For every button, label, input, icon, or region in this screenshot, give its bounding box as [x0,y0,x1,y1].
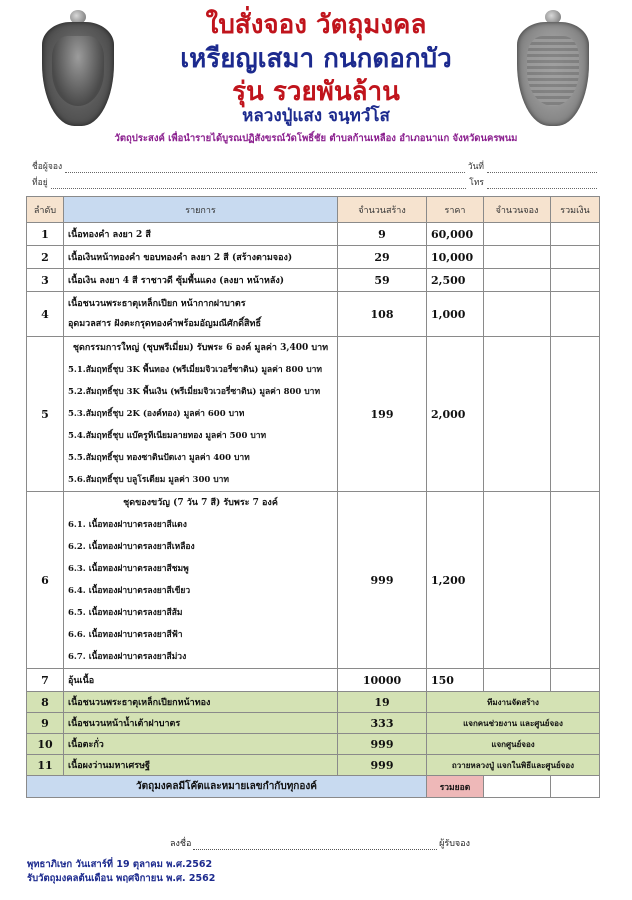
table-row [27,246,600,269]
row-no: 8 [27,692,64,713]
table-footer-row [27,776,600,798]
row-booked-input[interactable] [484,492,551,669]
title-line-1: ใบสั่งจอง วัตถุมงคล [205,10,427,40]
table-row [27,269,600,292]
row-item-line-1: เนื้อชนวนพระธาตุเหล็กเปียก หน้ากากฝาบาตร [68,299,246,309]
phone-field[interactable] [487,180,597,189]
phone-label: โทร [469,178,484,188]
row-total-input[interactable] [551,669,600,692]
table-row [27,669,600,692]
row-no: 11 [27,755,64,776]
table-row [27,292,600,337]
header-total: รวมเงิน [551,197,600,223]
header [0,0,632,150]
set-sub-item: 6.7. เนื้อทองฝาบาตรลงยาสีม่วง [68,652,187,662]
row-no: 7 [27,669,64,692]
header-qty-made: จำนวนสร้าง [338,197,427,223]
row-price: 10,000 [427,246,484,269]
row-qty: 108 [338,292,427,337]
address-label: ที่อยู่ [32,178,48,188]
row-no: 6 [27,492,64,669]
row-booked-input[interactable] [484,337,551,492]
signature-prefix: ลงชื่อ [170,839,192,849]
row-total-input[interactable] [551,492,600,669]
set-sub-item: 5.5.สัมฤทธิ์ชุบ ทองซาตินปัดเงา มูลค่า 400 บาท [68,453,250,463]
row-qty: 999 [338,755,427,776]
row-booked-input[interactable] [484,269,551,292]
set-sub-item: 6.6. เนื้อทองฝาบาตรลงยาสีฟ้า [68,630,183,640]
monk-name: หลวงปู่แสง จนฺทวํโส [242,106,390,126]
pickup-date: รับวัตถุมงคลต้นเดือน พฤศจิกายน พ.ศ. 2562 [27,873,216,884]
row-qty: 29 [338,246,427,269]
row-item: เนื้อชนวนพระธาตุเหล็กเปียกหน้าทอง [64,692,338,713]
booking-fields [32,157,600,189]
row-booked-input[interactable] [484,669,551,692]
table-row [27,337,600,492]
row-item [64,492,338,669]
row-item: เนื้อตะกั่ว [64,734,338,755]
row-total-input[interactable] [551,337,600,492]
set-sub-item: 5.4.สัมฤทธิ์ชุบ แบ๊ครูทีเนียมลายทอง มูลค่า 500 บาท [68,431,267,441]
row-item: เนื้อผงว่านมหาเศรษฐี [64,755,338,776]
row-item: เนื้อทองคำ ลงยา 2 สี [64,223,338,246]
row-qty: 999 [338,492,427,669]
row-qty: 999 [338,734,427,755]
table-row-reserved [27,755,600,776]
row-no: 1 [27,223,64,246]
header-no: ลำดับ [27,197,64,223]
row-price: 1,000 [427,292,484,337]
row-item-line-2: อุดมวลสาร ฝังตะกรุดทองคำพร้อมอัญมณีศักดิ์สิทธิ์ [68,319,261,329]
row-no: 2 [27,246,64,269]
row-booked-input[interactable] [484,292,551,337]
set-sub-item: 6.3. เนื้อทองฝาบาตรลงยาสีชมพู [68,564,189,574]
row-qty: 19 [338,692,427,713]
row-qty: 9 [338,223,427,246]
row-item: อุ้นเนื้อ [64,669,338,692]
table-row-reserved [27,692,600,713]
purpose-text: วัตถุประสงค์ เพื่อนำรายได้บูรณปฏิสังขรณ์วัดโพธิ์ชัย ตำบลก้านเหลือง อำเภอนาแก จังหวัดนครพนม [114,133,518,144]
row-item: เนื้อเงิน ลงยา 4 สี ราชาวดี ซุ้มพื้นแดง (ลงยา หน้าหลัง) [64,269,338,292]
code-note: วัตถุมงคลมีโค๊ตและหมายเลขกำกับทุกองค์ [27,776,427,798]
set-sub-item: 5.3.สัมฤทธิ์ชุบ 2K (องค์ทอง) มูลค่า 600 บาท [68,409,245,419]
address-field[interactable] [51,180,467,189]
address-phone-row [32,173,600,189]
grand-total-label: รวมยอด [427,776,484,798]
table-header-row [27,197,600,223]
title-line-2: เหรียญเสมา กนกดอกบัว [180,44,452,74]
row-no: 5 [27,337,64,492]
set-heading: ชุดกรรมการใหญ่ (ชุบพรีเมี่ยม) รับพระ 6 องค์ มูลค่า 3,400 บาท [72,343,329,353]
row-qty: 199 [338,337,427,492]
grand-total-qty-input[interactable] [484,776,551,798]
set-sub-item: 6.2. เนื้อทองฝาบาตรลงยาสีเหลือง [68,542,195,552]
set-heading: ชุดของขวัญ (7 วัน 7 สี) รับพระ 7 องค์ [123,498,278,508]
header-price: ราคา [427,197,484,223]
row-price: 150 [427,669,484,692]
signature-field[interactable] [193,841,437,850]
set-sub-item: 5.2.สัมฤทธิ์ชุบ 3K พื้นเงิน (พรีเมี่ยมจิวเวอรี่ซาติน) มูลค่า 800 บาท [68,387,321,397]
row-no: 10 [27,734,64,755]
row-total-input[interactable] [551,292,600,337]
name-label: ชื่อผู้จอง [32,162,63,172]
signature-suffix: ผู้รับจอง [439,839,470,849]
row-no: 4 [27,292,64,337]
row-booked-input[interactable] [484,223,551,246]
table-row [27,223,600,246]
name-date-row [32,157,600,173]
consecration-date: พุทธาภิเษก วันเสาร์ที่ 19 ตุลาคม พ.ศ.2562 [27,859,213,870]
set-sub-item: 5.1.สัมฤทธิ์ชุบ 3K พื้นทอง (พรีเมี่ยมจิวเวอรี่ซาติน) มูลค่า 800 บาท [68,365,323,375]
row-note: ถวายหลวงปู่ แจกในพิธีและศูนย์จอง [427,755,600,776]
row-note: แจกคนช่วยงาน และศูนย์จอง [427,713,600,734]
set-sub-item: 6.5. เนื้อทองฝาบาตรลงยาสีส้ม [68,608,183,618]
table-row-reserved [27,713,600,734]
row-total-input[interactable] [551,269,600,292]
row-total-input[interactable] [551,223,600,246]
row-price: 2,500 [427,269,484,292]
row-item [64,292,338,337]
row-item: เนื้อชนวนหน้าน้ำเต้าฝาบาตร [64,713,338,734]
order-table [26,196,600,798]
row-booked-input[interactable] [484,246,551,269]
table-row-reserved [27,734,600,755]
name-field[interactable] [65,164,465,173]
set-sub-item: 6.4. เนื้อทองฝาบาตรลงยาสีเขียว [68,586,191,596]
row-no: 3 [27,269,64,292]
row-total-input[interactable] [551,246,600,269]
row-price: 1,200 [427,492,484,669]
title-line-3: รุ่น รวยพันล้าน [232,77,400,107]
row-price: 60,000 [427,223,484,246]
signature-line [170,836,470,850]
table-row [27,492,600,669]
row-item [64,337,338,492]
row-note: แจกศูนย์จอง [427,734,600,755]
set-sub-item: 6.1. เนื้อทองฝาบาตรลงยาสีแดง [68,520,187,530]
header-qty-booked: จำนวนจอง [484,197,551,223]
date-label: วันที่ [467,162,484,172]
grand-total-amount-input[interactable] [551,776,600,798]
row-price: 2,000 [427,337,484,492]
date-field[interactable] [487,164,597,173]
row-qty: 10000 [338,669,427,692]
row-no: 9 [27,713,64,734]
header-item: รายการ [64,197,338,223]
row-item: เนื้อเงินหน้าทองคำ ขอบทองคำ ลงยา 2 สี (สร้างตามจอง) [64,246,338,269]
row-qty: 59 [338,269,427,292]
row-note: ทีมงานจัดสร้าง [427,692,600,713]
row-qty: 333 [338,713,427,734]
set-sub-item: 5.6.สัมฤทธิ์ชุบ บลูโรเดียม มูลค่า 300 บาท [68,475,230,485]
